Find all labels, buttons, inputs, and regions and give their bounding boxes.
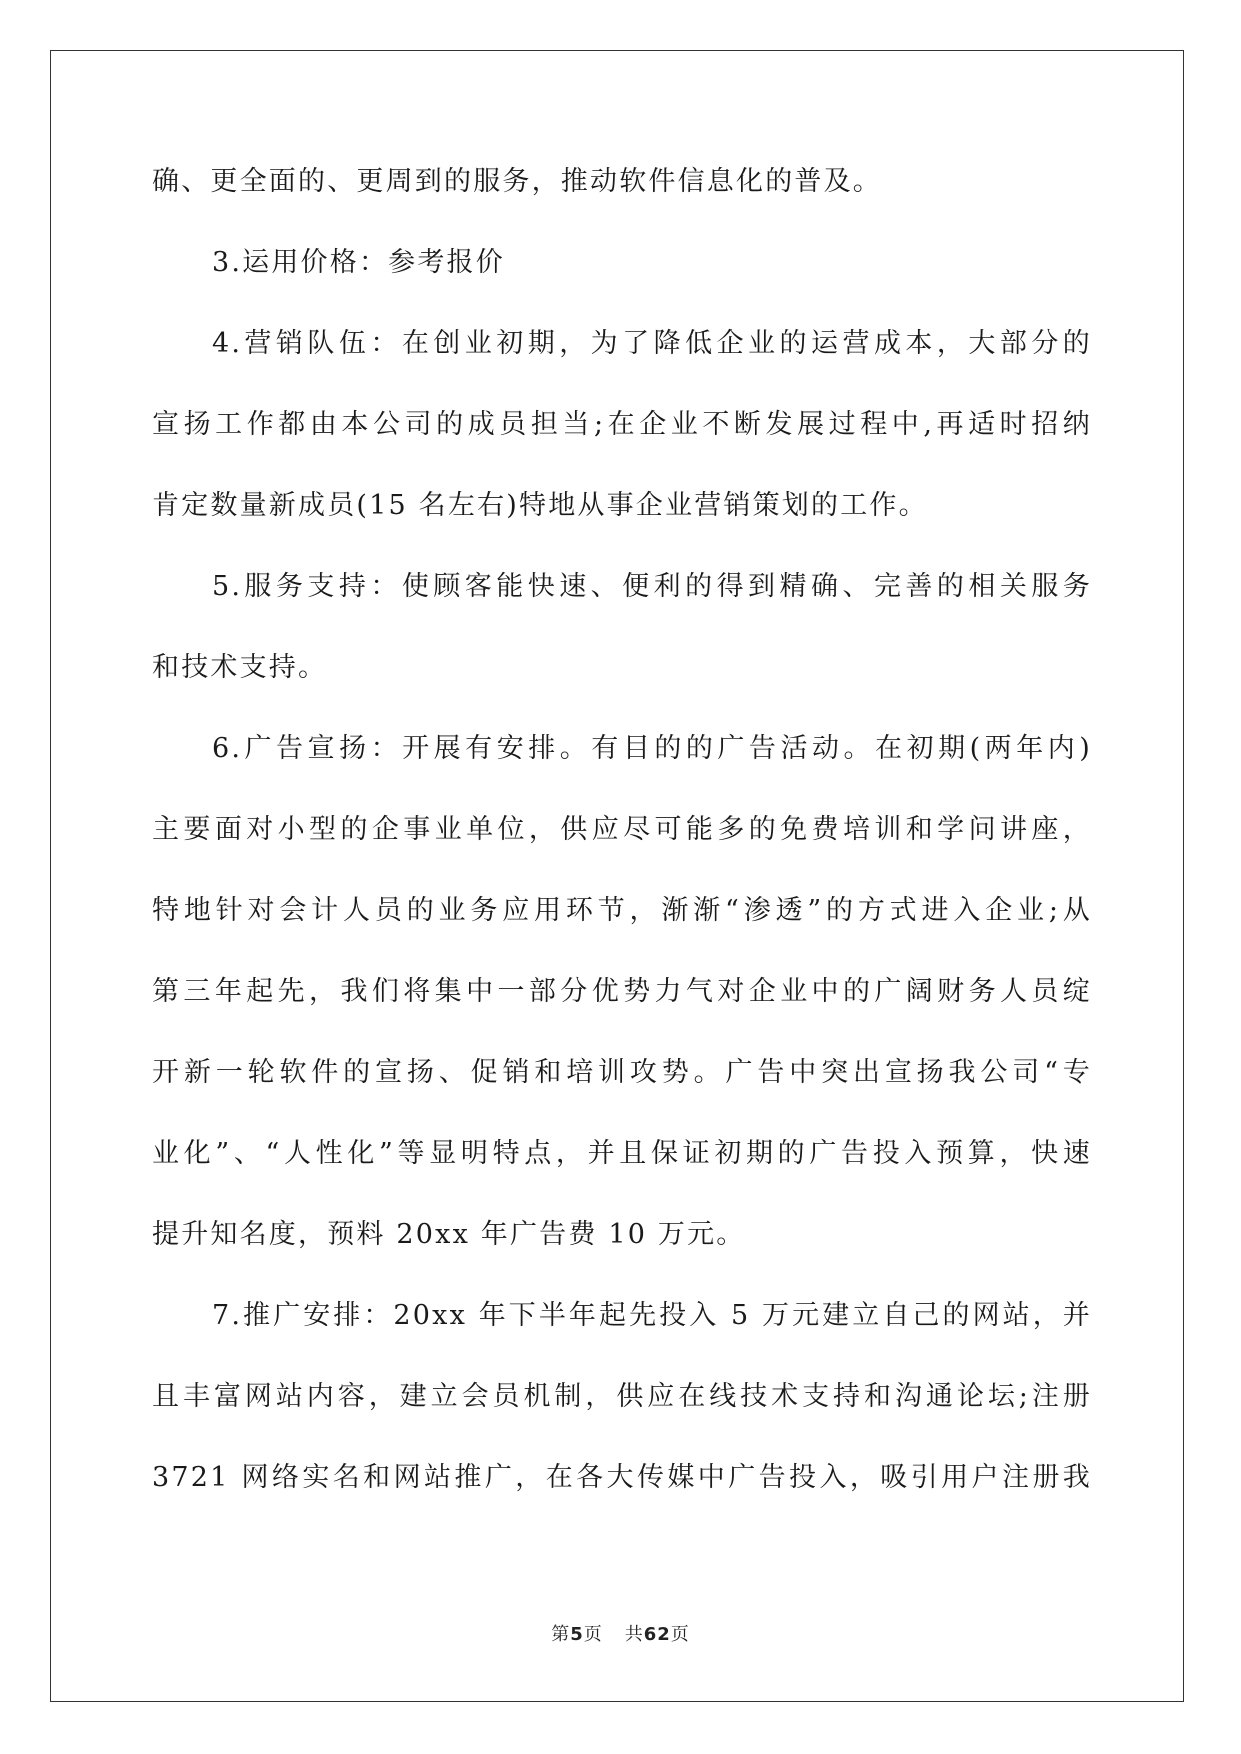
text-line-3: 4.营销队伍：在创业初期，为了降低企业的运营成本，大部分的 xyxy=(212,328,1092,359)
text-line-1: 确、更全面的、更周到的服务，推动软件信息化的普及。 xyxy=(152,166,882,197)
text-line-16: 且丰富网站内容，建立会员机制，供应在线技术支持和沟通论坛;注册 xyxy=(152,1381,1092,1412)
total-prefix: 共 xyxy=(624,1624,644,1645)
text-line-5: 肯定数量新成员(15 名左右)特地从事企业营销策划的工作。 xyxy=(152,490,928,521)
text-line-2: 3.运用价格：参考报价 xyxy=(212,247,505,278)
page-number: 5 xyxy=(570,1624,584,1645)
text-line-7: 和技术支持。 xyxy=(152,652,328,683)
text-line-9: 主要面对小型的企事业单位，供应尽可能多的免费培训和学问讲座， xyxy=(152,814,1092,845)
total-pages: 62 xyxy=(643,1624,671,1645)
document-body xyxy=(152,162,1092,1539)
page-suffix: 页 xyxy=(583,1624,603,1645)
text-line-13: 业化”、“人性化”等显明特点，并且保证初期的广告投入预算，快速 xyxy=(152,1138,1092,1169)
page-prefix: 第 xyxy=(551,1624,571,1645)
text-line-10: 特地针对会计人员的业务应用环节，渐渐“渗透”的方式进入企业;从 xyxy=(152,895,1092,926)
text-line-15: 7.推广安排：20xx 年下半年起先投入 5 万元建立自己的网站，并 xyxy=(212,1300,1092,1331)
total-suffix: 页 xyxy=(670,1624,690,1645)
text-line-17: 3721 网络实名和网站推广，在各大传媒中广告投入，吸引用户注册我 xyxy=(152,1462,1092,1493)
text-line-11: 第三年起先，我们将集中一部分优势力气对企业中的广阔财务人员绽 xyxy=(152,976,1092,1007)
text-line-8: 6.广告宣扬：开展有安排。有目的的广告活动。在初期(两年内) xyxy=(212,733,1092,764)
text-line-4: 宣扬工作都由本公司的成员担当;在企业不断发展过程中,再适时招纳 xyxy=(152,409,1092,440)
page-footer xyxy=(0,1620,1241,1646)
text-line-12: 开新一轮软件的宣扬、促销和培训攻势。广告中突出宣扬我公司“专 xyxy=(152,1057,1092,1088)
text-line-14: 提升知名度，预料 20xx 年广告费 10 万元。 xyxy=(152,1219,746,1250)
text-line-6: 5.服务支持：使顾客能快速、便利的得到精确、完善的相关服务 xyxy=(212,571,1092,602)
